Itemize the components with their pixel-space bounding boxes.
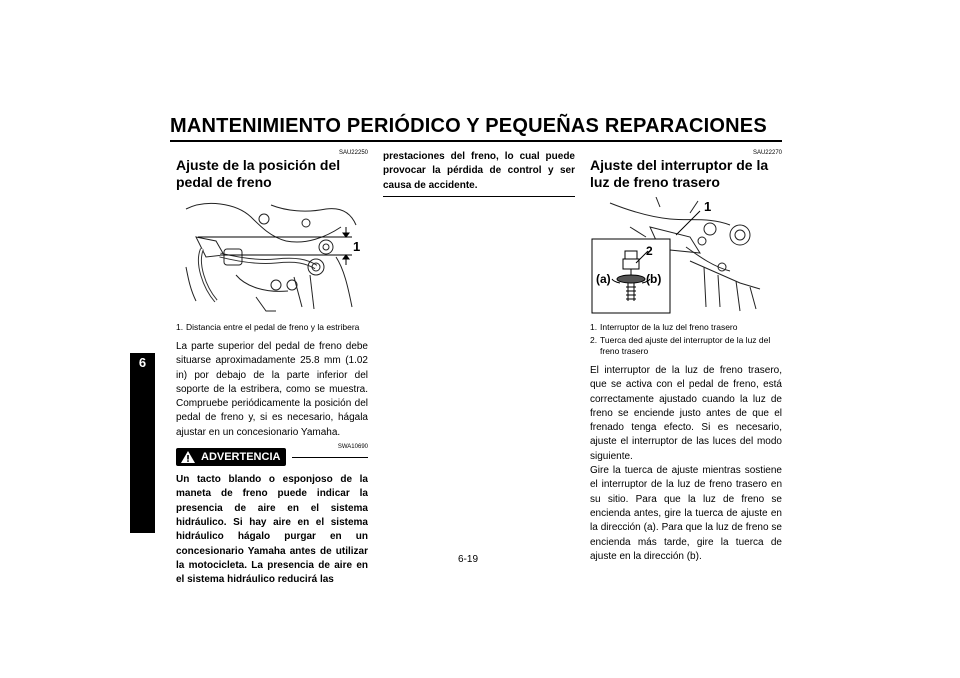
direction-b-label: (b): [646, 272, 662, 286]
brake-light-paragraph-1: El interruptor de la luz de freno trasero, que se activa con el pedal de freno, está correctamente ajustado cuando la luz de freno se enciende justo antes de que el frenado tenga efecto. Si es necesario, ajuste el interruptor de las luces del modo siguiente.: [590, 365, 782, 462]
column-left: [176, 150, 368, 587]
section-code: SAU22270: [752, 150, 782, 156]
header-rule: [170, 140, 782, 142]
brake-light-switch-figure: [590, 197, 782, 315]
caption-number: 1.: [590, 322, 598, 332]
warning-end-rule: [383, 196, 575, 197]
caption-text: Distancia entre el pedal de freno y la estribera: [186, 322, 360, 332]
brake-light-paragraph-2: Gire la tuerca de ajuste mientras sostiene el interruptor de la luz de freno trasero en su sitio. Para que la luz de freno se encienda antes, gire la tuerca de ajuste en la dirección (a). Para que la luz de freno se encienda más tarde, gire la tuerca de ajuste en la dirección (b).: [590, 465, 782, 562]
caption-text: Interruptor de la luz del freno trasero: [600, 322, 738, 332]
section-code: SAU22250: [338, 150, 368, 156]
warning-badge: [176, 448, 286, 466]
figure-label-1: 1: [353, 239, 361, 254]
page-number: 6-19: [458, 554, 479, 565]
figure-caption-1: [590, 322, 782, 333]
figure-label-1: 1: [704, 199, 712, 214]
caption-number: 1.: [176, 322, 184, 332]
warning-text-continued: prestaciones del freno, lo cual puede provocar la pérdida de control y ser causa de accidente.: [383, 151, 575, 191]
brake-pedal-paragraph: La parte superior del pedal de freno debe situarse aproximadamente 25.8 mm (1.02 in) por debajo de la parte inferior del soporte de la estribera, como se muestra. Compruebe periódicamente la posición del pedal de freno y, si es necesario, hágala ajustar en un concesionario Yamaha.: [176, 341, 368, 438]
column-middle: [383, 150, 575, 197]
figure-caption: [176, 322, 368, 333]
brake-light-switch-illustration: [590, 197, 782, 315]
brake-pedal-figure: [176, 197, 368, 315]
caption-text: Tuerca ded ajuste del interruptor de la luz del freno trasero: [600, 335, 771, 356]
figure-caption-2: [590, 335, 782, 357]
column-right: [590, 150, 782, 564]
chapter-tab: 6: [130, 353, 155, 533]
direction-a-label: (a): [596, 272, 611, 286]
page-title: MANTENIMIENTO PERIÓDICO Y PEQUEÑAS REPARACIONES: [170, 115, 767, 137]
warning-label: ADVERTENCIA: [201, 451, 281, 464]
warning-text: Un tacto blando o esponjoso de la maneta de freno puede indicar la presencia de aire en el sistema hidráulico. Si hay aire en el sistema hidráulico hágalo purgar en un concesionario Yamaha antes de utilizar la motocicleta. La presencia de aire en el sistema hidráulico reducirá las: [176, 474, 368, 586]
warning-header: [176, 448, 368, 466]
figure-label-2: 2: [646, 244, 653, 258]
brake-pedal-illustration: [176, 197, 368, 315]
section-title-brake-pedal: Ajuste de la posición del pedal de freno: [176, 157, 341, 190]
warning-triangle-icon: [180, 450, 196, 464]
warning-rule: [292, 457, 368, 458]
warning-code: SWA10690: [337, 444, 368, 451]
caption-number: 2.: [590, 335, 598, 345]
section-title-brake-light-switch: Ajuste del interruptor de la luz de freno trasero: [590, 157, 769, 190]
